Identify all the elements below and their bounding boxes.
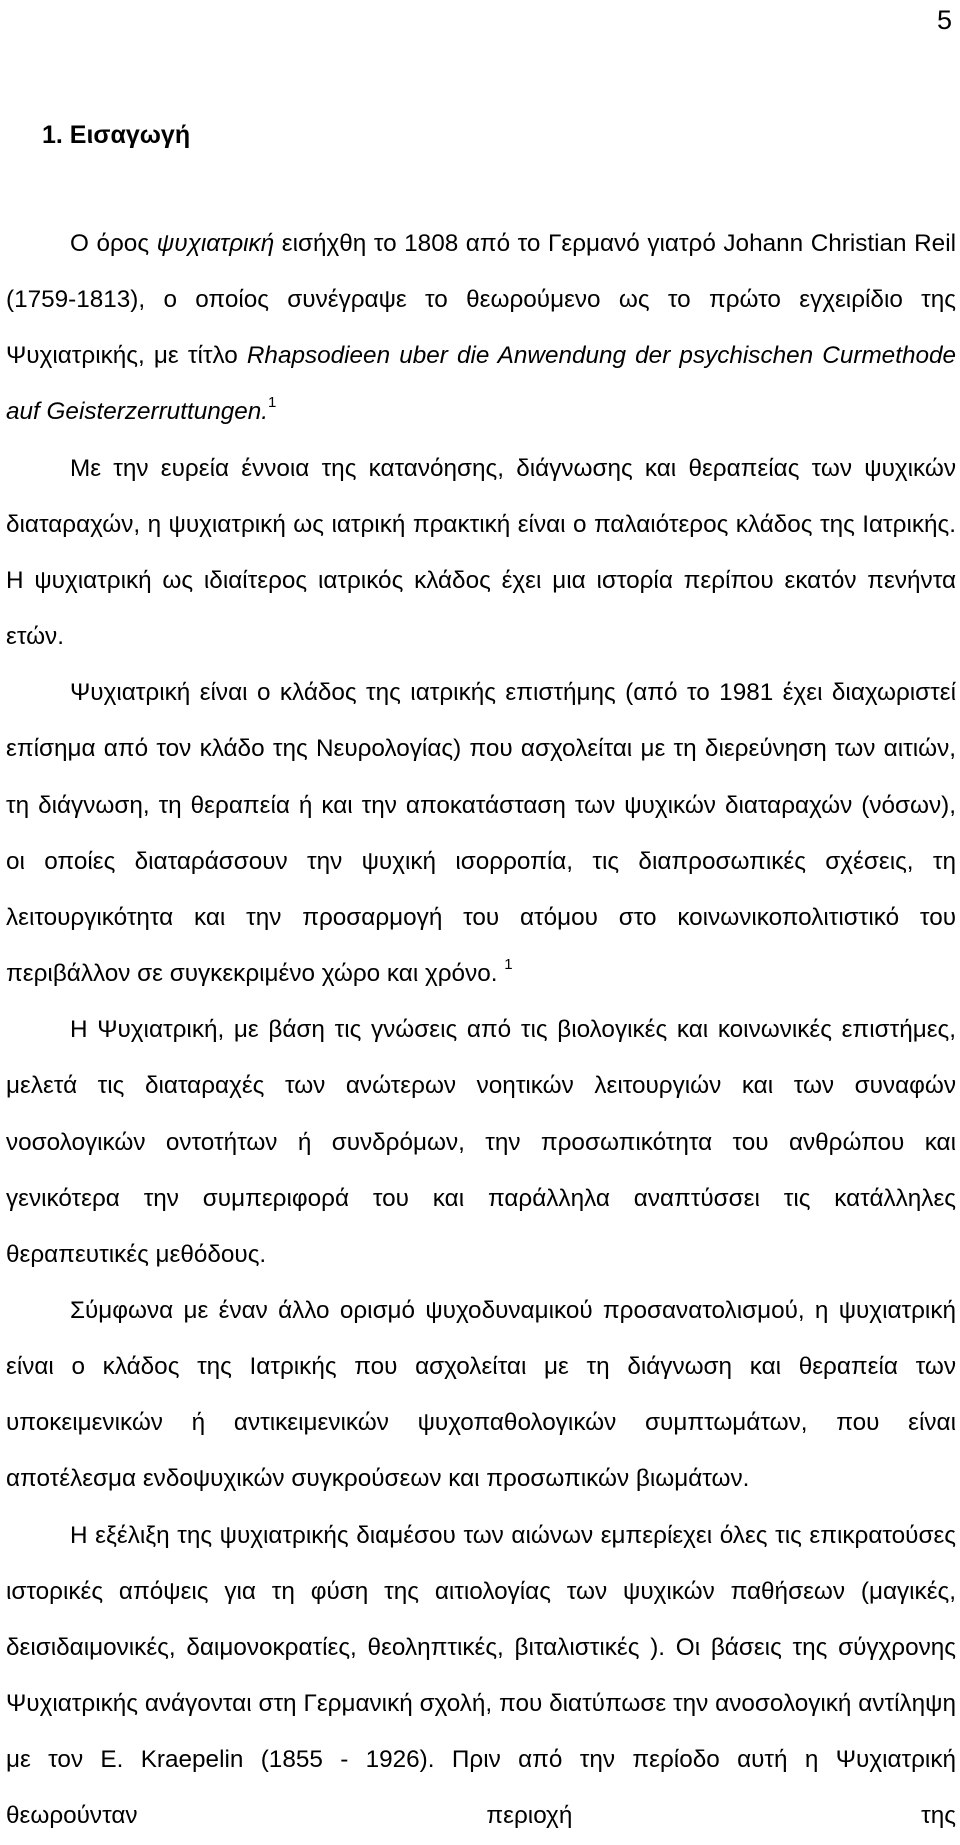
book-title: Rhapsodieen uber die Anwendung der psychischen Curmethode auf Geisterzerruttungen. bbox=[6, 342, 956, 426]
paragraph-text: εισήχθη το 1808 από το Γερμανό γιατρό Johann Christian Reil (1759-1813), ο οποίος συνέγραψε το θεωρούμενο ως το πρώτο εγχειρίδιο της Ψυχιατρικής, με τίτλο bbox=[6, 230, 956, 370]
section-heading: 1. Εισαγωγή bbox=[42, 121, 191, 149]
paragraph-psychodynamic: Σύμφωνα με έναν άλλο ορισμό ψυχοδυναμικού προσανατολισμού, η ψυχιατρική είναι ο κλάδος της Ιατρικής που ασχολείται με τη διάγνωση και θεραπεία των υποκειμενικών ή αντικειμενικών ψυχοπαθολογικών συμπτωμάτων, που είναι αποτέλεσμα ενδοψυχικών συγκρούσεων και προσωπικών βιωμάτων. bbox=[6, 1296, 956, 1493]
paragraph-knowledge: Η Ψυχιατρική, με βάση τις γνώσεις από τις βιολογικές και κοινωνικές επιστήμες, μελετά τις διαταραχές των ανώτερων νοητικών λειτουργιών και των συναφών νοσολογικών οντοτήτων ή συνδρόμων, την προσωπικότητα του ανθρώπου και γενικότερα την συμπεριφορά του και παράλληλα αναπτύσσει τις κατάλληλες θεραπευτικές μεθόδους. bbox=[6, 1016, 956, 1268]
paragraph-evolution: Η εξέλιξη της ψυχιατρικής διαμέσου των αιώνων εμπερίεχει όλες τις επικρατούσες ιστορικές απόψεις για τη φύση της αιτιολογίας των ψυχικών παθήσεων (μαγικές, δεισιδαιμονικές, δαιμονοκρατίες, θεοληπτικές, βιταλιστικές ). Οι βάσεις της σύγχρονης Ψυχιατρικής ανάγονται στη Γερμανική σχολή, που διατύπωσε την ανοσολογική αντίληψη με τον E. Kraepelin (1855 - 1926). Πριν από την περίοδο αυτή η Ψυχιατρική θεωρούνταν περιοχή της bbox=[6, 1521, 956, 1830]
paragraph-text: Ο όρος bbox=[70, 230, 157, 257]
term-psychiatry: ψυχιατρική bbox=[156, 230, 275, 257]
footnote-ref: 1 bbox=[268, 394, 277, 412]
paragraph-broad-sense: Με την ευρεία έννοια της κατανόησης, διάγνωσης και θεραπείας των ψυχικών διαταραχών, η ψυχιατρική ως ιατρική πρακτική είναι ο παλαιότερος κλάδος της Ιατρικής. Η ψυχιατρική ως ιδιαίτερος ιατρικός κλάδος έχει μια ιστορία περίπου εκατόν πενήντα ετών. bbox=[6, 454, 956, 651]
paragraph-origin bbox=[6, 216, 956, 441]
footnote-ref: 1 bbox=[504, 956, 513, 974]
paragraph-definition bbox=[6, 665, 956, 1002]
body-text bbox=[6, 216, 956, 1845]
paragraph-text: Ψυχιατρική είναι ο κλάδος της ιατρικής επιστήμης (από το 1981 έχει διαχωριστεί επίσημα από τον κλάδο της Νευρολογίας) που ασχολείται με τη διερεύνηση των αιτιών, τη διάγνωση, τη θεραπεία ή και την αποκατάσταση των ψυχικών διαταραχών (νόσων), οι οποίες διαταράσσουν την ψυχική ισορροπία, τις διαπροσωπικές σχέσεις, τη λειτουργικότητα και την προσαρμογή του ατόμου στο κοινωνικοπολιτιστικό του περιβάλλον σε συγκεκριμένο χώρο και χρόνο. bbox=[6, 679, 956, 988]
page-number: 5 bbox=[936, 5, 952, 35]
